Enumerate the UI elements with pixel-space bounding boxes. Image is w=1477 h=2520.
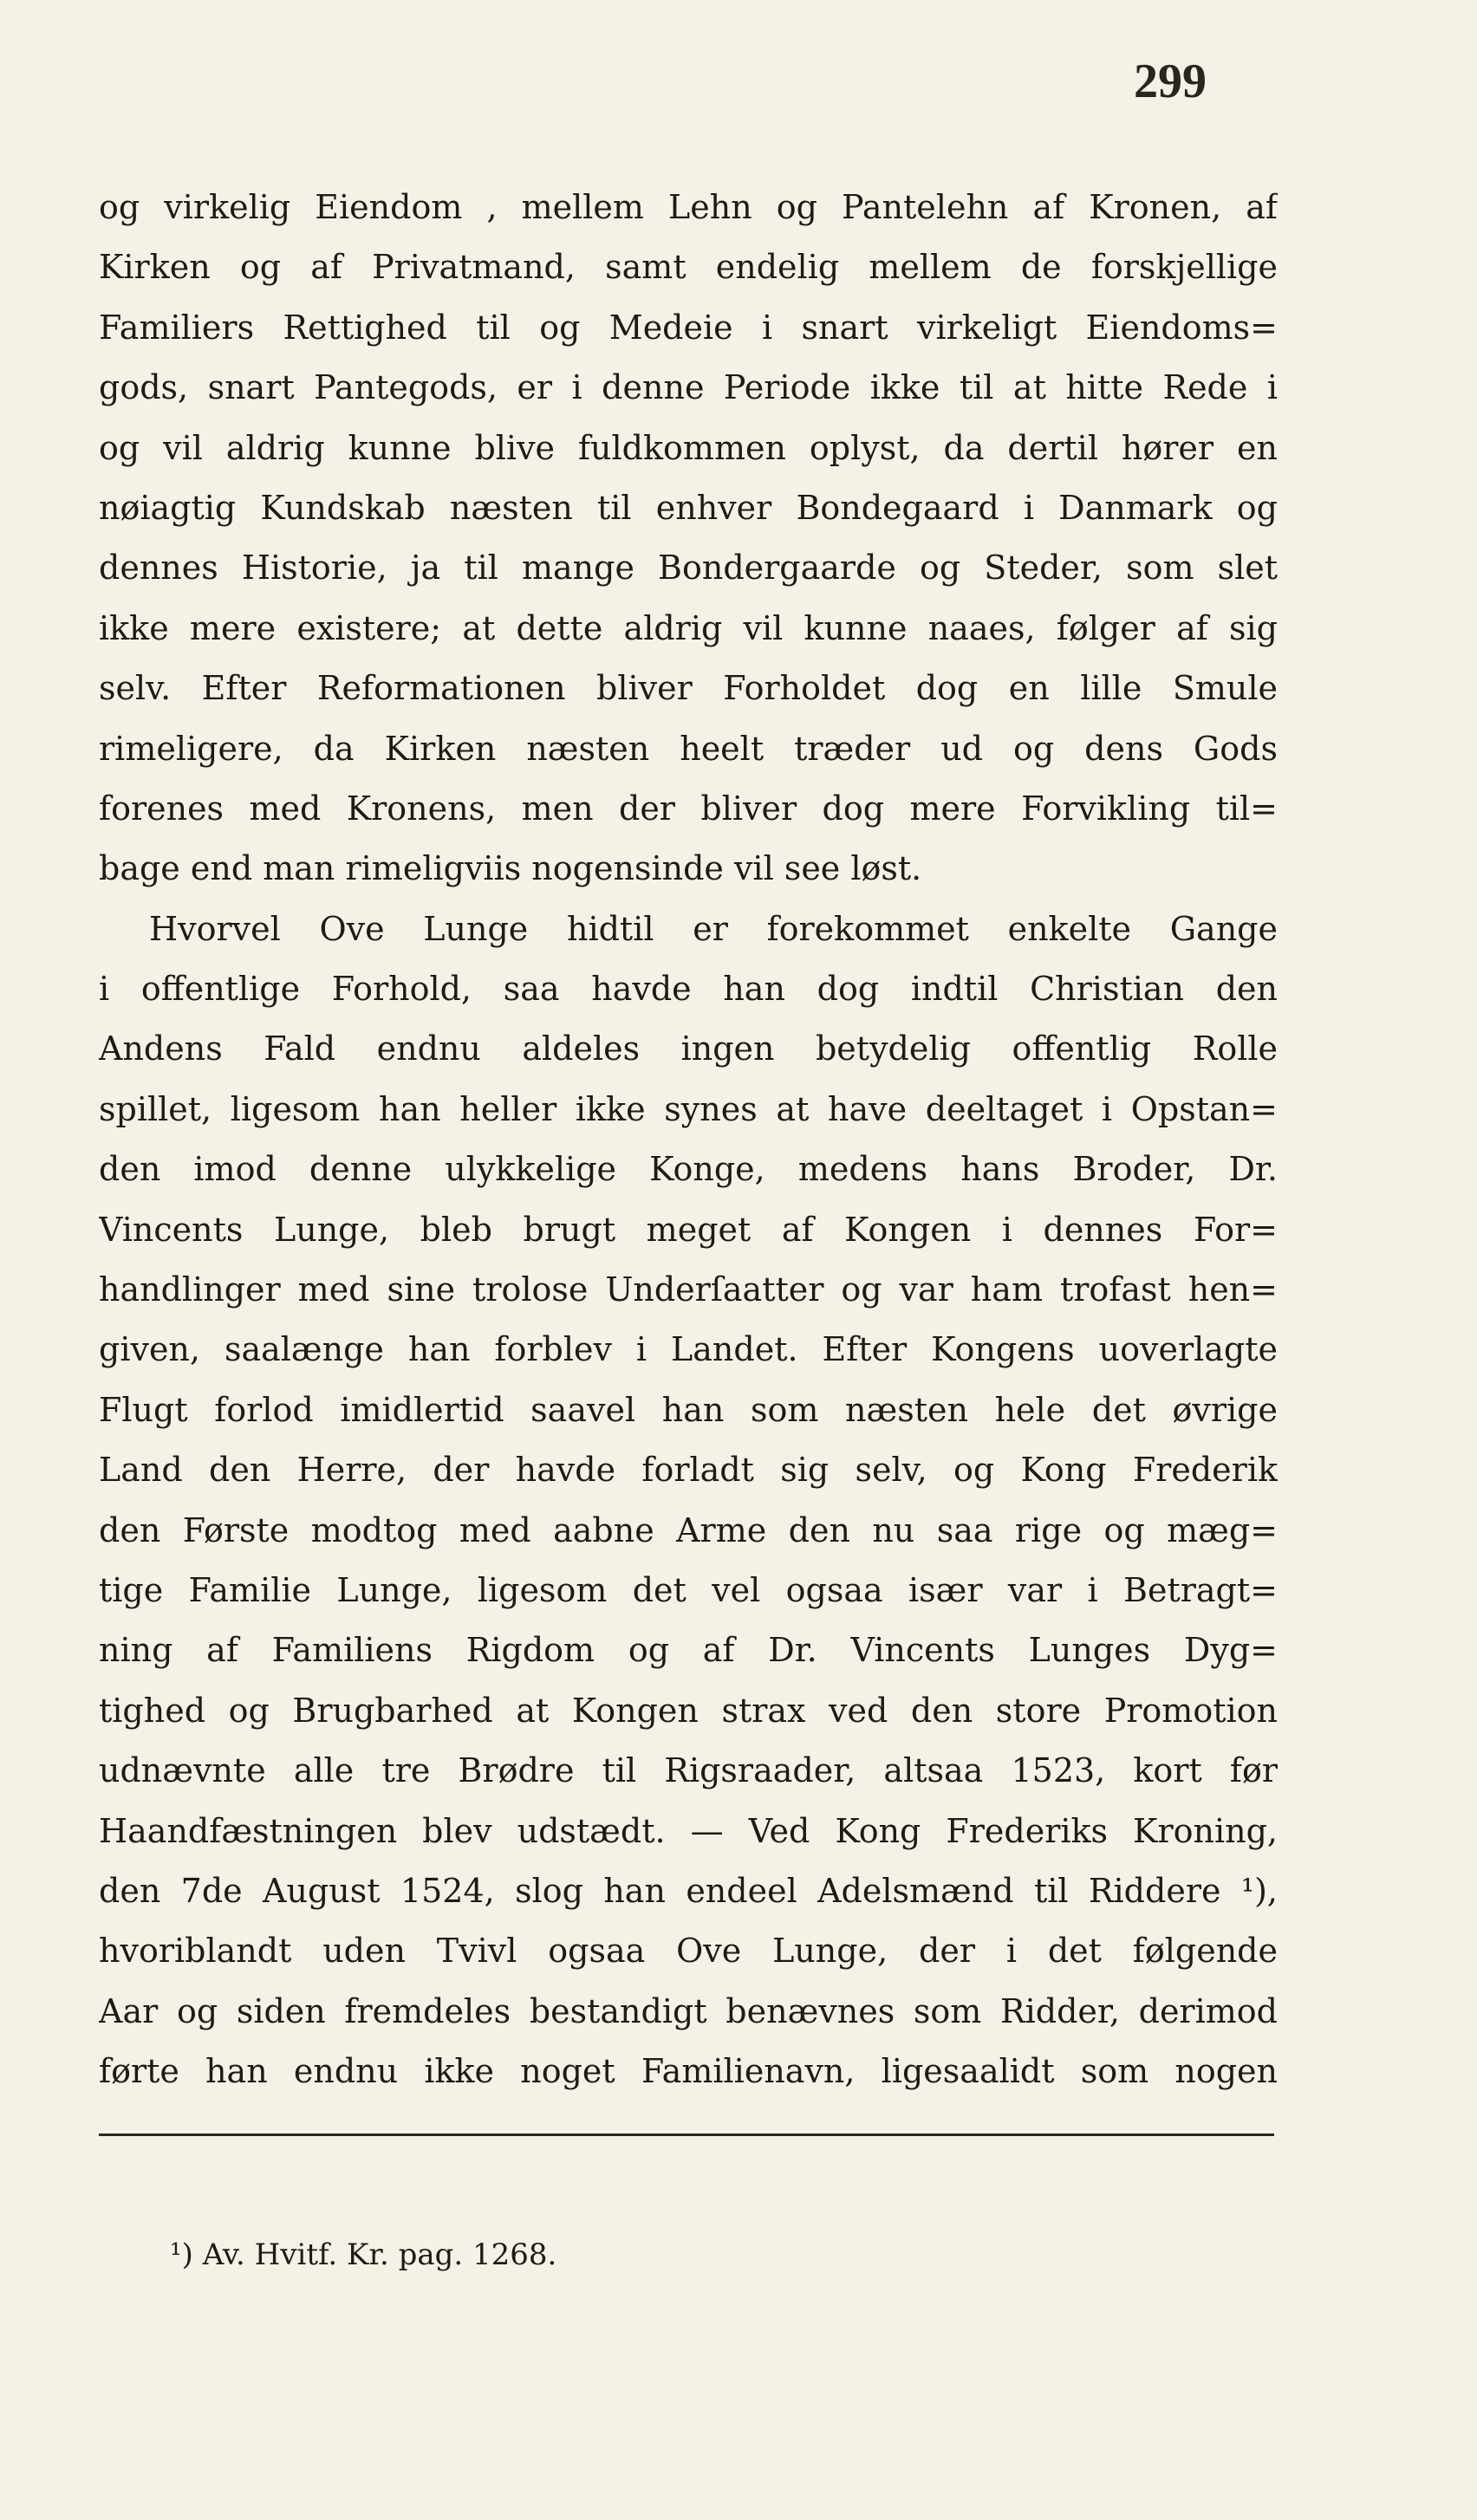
text-line: nøiagtig Kundskab næsten til enhver Bondegaard i Danmark og bbox=[99, 488, 1278, 527]
text-line: forenes med Kronens, men der bliver dog mere Forvikling til= bbox=[99, 789, 1278, 828]
text-line: Andens Fald endnu aldeles ingen betydelig offentlig Rolle bbox=[99, 1029, 1278, 1068]
body-text bbox=[99, 178, 1278, 2102]
text-line: hvoriblandt uden Tvivl ogsaa Ove Lunge, der i det følgende bbox=[99, 1932, 1278, 1971]
page-number: 299 bbox=[1134, 55, 1207, 108]
text-line: Flugt forlod imidlertid saavel han som næsten hele det øvrige bbox=[99, 1390, 1278, 1429]
text-line: og vil aldrig kunne blive fuldkommen oplyst, da dertil hører en bbox=[99, 428, 1278, 467]
text-line: rimeligere, da Kirken næsten heelt træder ud og dens Gods bbox=[99, 729, 1278, 768]
text-line: Hvorvel Ove Lunge hidtil er forekommet enkelte Gange bbox=[149, 909, 1278, 948]
text-line: førte han endnu ikke noget Familienavn, ligesaalidt som nogen bbox=[99, 2052, 1278, 2091]
text-line: Aar og siden fremdeles bestandigt benævnes som Ridder, derimod bbox=[99, 1991, 1278, 2030]
text-line: Land den Herre, der havde forladt sig selv, og Kong Frederik bbox=[99, 1451, 1278, 1490]
text-line: spillet, ligesom han heller ikke synes at have deeltaget i Opstan= bbox=[99, 1089, 1278, 1128]
text-line: ning af Familiens Rigdom og af Dr. Vincents Lunges Dyg= bbox=[99, 1631, 1278, 1670]
text-line: handlinger med sine trolose Underſaatter og var ham trofast hen= bbox=[99, 1270, 1278, 1309]
text-line: Familiers Rettighed til og Medeie i snart virkeligt Eiendoms= bbox=[99, 308, 1278, 347]
text-line: tige Familie Lunge, ligesom det vel ogsaa især var i Betragt= bbox=[99, 1570, 1278, 1609]
text-line: den Første modtog med aabne Arme den nu saa rige og mæg= bbox=[99, 1510, 1278, 1549]
text-line: bage end man rimeligviis nogensinde vil see løst. bbox=[99, 849, 922, 888]
footnote: ¹) Av. Hvitf. Kr. pag. 1268. bbox=[170, 2237, 557, 2272]
text-line: ikke mere existere; at dette aldrig vil kunne naaes, følger af sig bbox=[99, 608, 1278, 647]
text-line: Vincents Lunge, bleb brugt meget af Kongen i dennes For= bbox=[99, 1210, 1278, 1249]
text-line: i offentlige Forhold, saa havde han dog indtil Christian den bbox=[99, 970, 1278, 1009]
text-line: den 7de August 1524, slog han endeel Adelsmænd til Riddere ¹), bbox=[99, 1871, 1278, 1910]
text-line: selv. Efter Reformationen bliver Forholdet dog en lille Smule bbox=[99, 669, 1278, 708]
text-line: dennes Historie, ja til mange Bondergaarde og Steder, som slet bbox=[99, 549, 1278, 588]
text-line: Haandfæstningen blev udstædt. — Ved Kong Frederiks Kroning, bbox=[99, 1811, 1278, 1850]
text-line: og virkelig Eiendom , mellem Lehn og Pantelehn af Kronen, af bbox=[99, 188, 1278, 226]
text-line: udnævnte alle tre Brødre til Rigsraader, altsaa 1523, kort før bbox=[99, 1751, 1278, 1790]
footnote-divider bbox=[99, 2134, 1274, 2136]
text-line: den imod denne ulykkelige Konge, medens hans Broder, Dr. bbox=[99, 1150, 1278, 1189]
text-line: given, saalænge han forblev i Landet. Efter Kongens uoverlagte bbox=[99, 1330, 1278, 1369]
text-line: tighed og Brugbarhed at Kongen strax ved den store Promotion bbox=[99, 1691, 1278, 1730]
text-line: Kirken og af Privatmand, samt endelig mellem de forskjellige bbox=[99, 248, 1278, 287]
text-line: gods, snart Pantegods, er i denne Periode ikke til at hitte Rede i bbox=[99, 368, 1278, 407]
